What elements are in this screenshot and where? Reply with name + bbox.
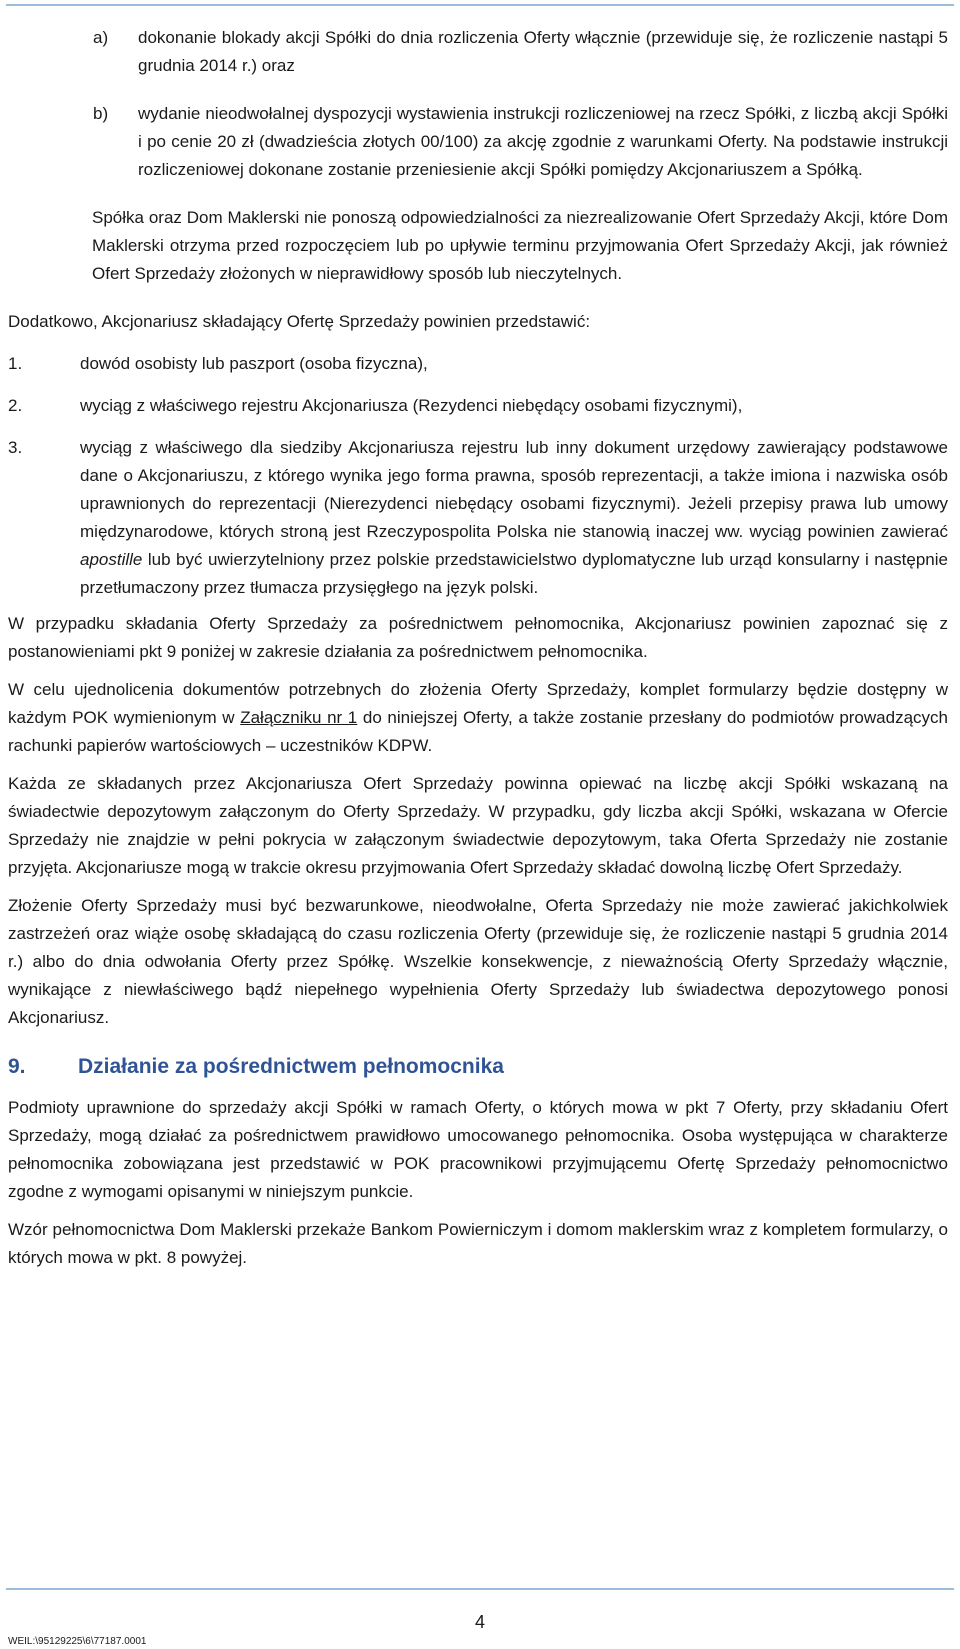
list-marker: b) — [93, 104, 109, 123]
section-heading — [8, 1052, 948, 1082]
page-number: 4 — [474, 1612, 485, 1632]
documents-item-2 — [8, 392, 948, 420]
section-title: Działanie za pośrednictwem pełnomocnika — [78, 1055, 504, 1078]
list-item-text: dokonanie blokady akcji Spółki do dnia rozliczenia Oferty włącznie (przewiduje się, że rozliczenie nastąpi 5 grudnia 2014 r.) oraz — [138, 28, 948, 75]
list-item-text-cont: lub być uwierzytelniony przez polskie przedstawicielstwo dyplomatyczne lub urząd konsularny i następnie przetłumaczony przez tłumacza przysięgłego na język polski. — [80, 550, 948, 597]
documents-item-1 — [8, 350, 948, 378]
header-rule — [6, 4, 954, 6]
section-paragraph-2: Wzór pełnomocnictwa Dom Maklerski przekaże Bankom Powierniczym i domom maklerskim wraz z kompletem formularzy, o których mowa w pkt. 8 powyżej. — [8, 1220, 948, 1267]
list-marker: a) — [93, 28, 109, 47]
documents-item-3 — [8, 434, 948, 602]
certificate-paragraph: Każda ze składanych przez Akcjonariusza Ofert Sprzedaży powinna opiewać na liczbę akcji Spółki wskazaną na świadectwie depozytowym załączonym do Oferty Sprzedaży. W przypadku, gdy liczba akcji Spółki, wskazana w Ofercie Sprzedaży nie znajdzie w pełni pokrycia w załączonym świadectwie depozytowym, taka Oferta Sprzedaży nie zostanie przyjęta. Akcjonariusze mogą w trakcie okresu przyjmowania Ofert Sprzedaży składać dowolną liczbę Ofert Sprzedaży. — [8, 774, 948, 877]
page-body — [8, 24, 948, 1272]
footer-rule — [6, 1588, 954, 1590]
list-marker: 1. — [8, 354, 23, 373]
section-number: 9. — [8, 1055, 26, 1078]
italic-term: apostille — [80, 550, 143, 569]
forms-text-cont: do niniejszej Oferty, a także zostanie przesłany do podmiotów prowadzących rachunki papierów wartościowych – uczestników KDPW. — [8, 708, 948, 755]
list-item-text: wyciąg z właściwego rejestru Akcjonariusza (Rezydenci niebędący osobami fizycznymi), — [80, 396, 743, 415]
proxy-paragraph: W przypadku składania Oferty Sprzedaży za pośrednictwem pełnomocnika, Akcjonariusz powinien zapoznać się z postanowieniami pkt 9 poniżej w zakresie działania za pośrednictwem pełnomocnika. — [8, 614, 948, 661]
section-paragraph-1: Podmioty uprawnione do sprzedaży akcji Spółki w ramach Oferty, o których mowa w pkt 7 Oferty, przy składaniu Ofert Sprzedaży, mogą działać za pośrednictwem prawidłowo umocowanego pełnomocnika. Osoba występująca w charakterze pełnomocnika zobowiązana jest przedstawić w POK pracownikowi przyjmującemu Ofertę Sprzedaży pełnomocnictwo zgodne z wymogami opisanymi w niniejszym punkcie. — [8, 1098, 948, 1201]
list-item-text: wyciąg z właściwego dla siedziby Akcjonariusza rejestru lub inny dokument urzędowy zawierający podstawowe dane o Akcjonariuszu, z którego wynika jego forma prawna, sposób reprezentacji, a także imiona i nazwiska osób uprawnionych do reprezentacji (Nierezydenci niebędący osobami fizycznymi). Jeżeli przepisy prawa lub umowy międzynarodowe, których stroną jest Rzeczypospolita Polska nie stanowią inaczej ww. wyciąg powinien zawierać — [80, 438, 948, 541]
documents-intro: Dodatkowo, Akcjonariusz składający Ofertę Sprzedaży powinien przedstawić: — [8, 312, 591, 331]
document-reference: WEIL:\95129225\6\77187.0001 — [8, 1636, 147, 1647]
annex-link[interactable]: Załączniku nr 1 — [240, 708, 358, 727]
list-item-b — [8, 100, 948, 184]
list-item-text: dowód osobisty lub paszport (osoba fizyczna), — [80, 354, 428, 373]
liability-paragraph: Spółka oraz Dom Maklerski nie ponoszą odpowiedzialności za niezrealizowanie Ofert Sprzedaży Akcji, które Dom Maklerski otrzyma przed rozpoczęciem lub po upływie terminu przyjmowania Ofert Sprzedaży Akcji, jak również Ofert Sprzedaży złożonych w nieprawidłowy sposób lub nieczytelnych. — [92, 208, 948, 283]
unconditional-paragraph: Złożenie Oferty Sprzedaży musi być bezwarunkowe, nieodwołalne, Oferta Sprzedaży nie może zawierać jakichkolwiek zastrzeżeń oraz wiąże osobę składającą do czasu rozliczenia Oferty (przewiduje się, że rozliczenie nastąpi 5 grudnia 2014 r.) albo do dnia odwołania Oferty przez Spółkę. Wszelkie konsekwencje, z nieważnością Oferty Sprzedaży włącznie, wynikające z niewłaściwego bądź niepełnego wypełnienia Oferty Sprzedaży lub świadectwa depozytowego ponosi Akcjonariusz. — [8, 896, 948, 1027]
list-item-text: wydanie nieodwołalnej dyspozycji wystawienia instrukcji rozliczeniowej na rzecz Spółki, z liczbą akcji Spółki i po cenie 20 zł (dwadzieścia złotych 00/100) za akcję zgodnie z warunkami Oferty. Na podstawie instrukcji rozliczeniowej dokonane zostanie przeniesienie akcji Spółki pomiędzy Akcjonariuszem a Spółką. — [138, 104, 948, 179]
list-item-a — [8, 24, 948, 80]
list-marker: 3. — [8, 438, 23, 457]
forms-text: W celu ujednolicenia dokumentów potrzebnych do złożenia Oferty Sprzedaży, komplet formularzy będzie dostępny w każdym POK wymienionym w — [8, 680, 948, 727]
list-marker: 2. — [8, 396, 23, 415]
forms-paragraph — [8, 676, 948, 760]
